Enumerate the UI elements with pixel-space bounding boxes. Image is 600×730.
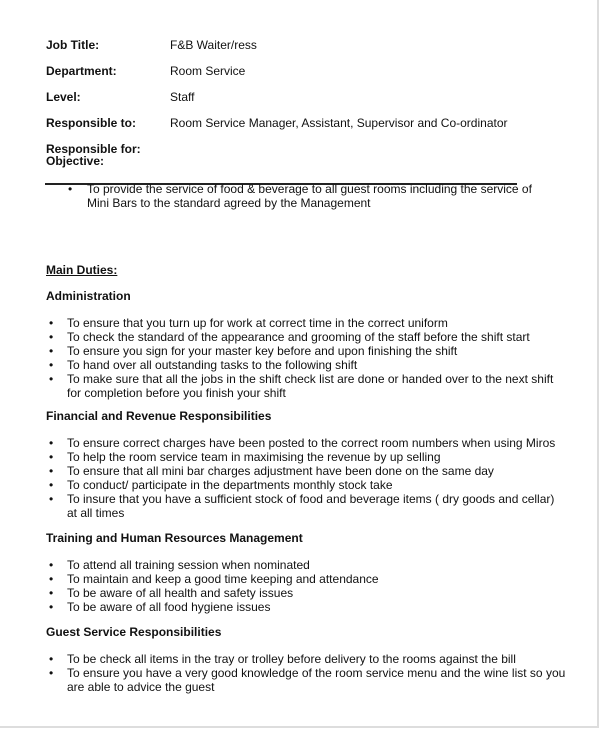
guest-service-list (46, 652, 566, 694)
list-item: • To be aware of all health and safety issues (46, 586, 566, 600)
list-item: • To check the standard of the appearance and grooming of the staff before the shift start (46, 330, 566, 344)
level-value: Staff (170, 90, 195, 104)
job-title-value: F&B Waiter/ress (170, 38, 257, 52)
list-item: • To attend all training session when nominated (46, 558, 566, 572)
list-item: • To conduct/ participate in the departments monthly stock take (46, 478, 566, 492)
list-item: • To provide the service of food & beverage to all guest rooms including the service of Mini Bars to the standard agreed by the Management (65, 182, 535, 210)
financial-list (46, 436, 566, 520)
list-item: • To insure that you have a sufficient stock of food and beverage items ( dry goods and cellar) at all times (46, 492, 566, 520)
list-item: • To ensure that all mini bar charges adjustment have been done on the same day (46, 464, 566, 478)
list-item: • To be aware of all food hygiene issues (46, 600, 566, 614)
department-label: Department: (46, 64, 117, 78)
level-label: Level: (46, 90, 81, 104)
section-heading: Administration (46, 289, 131, 303)
objective-heading: Objective: (46, 154, 105, 168)
section-heading: Training and Human Resources Management (46, 531, 303, 545)
responsible-to-label: Responsible to: (46, 116, 137, 130)
list-item: • To help the room service team in maximising the revenue by up selling (46, 450, 566, 464)
responsible-to-value: Room Service Manager, Assistant, Supervisor and Co-ordinator (170, 116, 508, 130)
responsible-for-label: Responsible for: (46, 142, 141, 156)
list-item: • To make sure that all the jobs in the shift check list are done or handed over to the next shift for completion before you finish your shift (46, 372, 566, 400)
administration-list (46, 316, 566, 400)
list-item: • To be check all items in the tray or trolley before delivery to the rooms against the bill (46, 652, 566, 666)
department-value: Room Service (170, 64, 246, 78)
list-item: • To ensure you have a very good knowledge of the room service menu and the wine list so you are able to advice the guest (46, 666, 566, 694)
list-item: • To ensure that you turn up for work at correct time in the correct uniform (46, 316, 566, 330)
objective-list (65, 182, 535, 210)
section-heading: Financial and Revenue Responsibilities (46, 409, 272, 423)
list-item: • To hand over all outstanding tasks to the following shift (46, 358, 566, 372)
list-item: • To maintain and keep a good time keeping and attendance (46, 572, 566, 586)
list-item: • To ensure correct charges have been posted to the correct room numbers when using Miros (46, 436, 566, 450)
job-title-label: Job Title: (46, 38, 100, 52)
section-heading: Guest Service Responsibilities (46, 625, 222, 639)
training-list (46, 558, 566, 614)
main-duties-heading: Main Duties: (46, 263, 118, 277)
list-item: • To ensure you sign for your master key before and upon finishing the shift (46, 344, 566, 358)
